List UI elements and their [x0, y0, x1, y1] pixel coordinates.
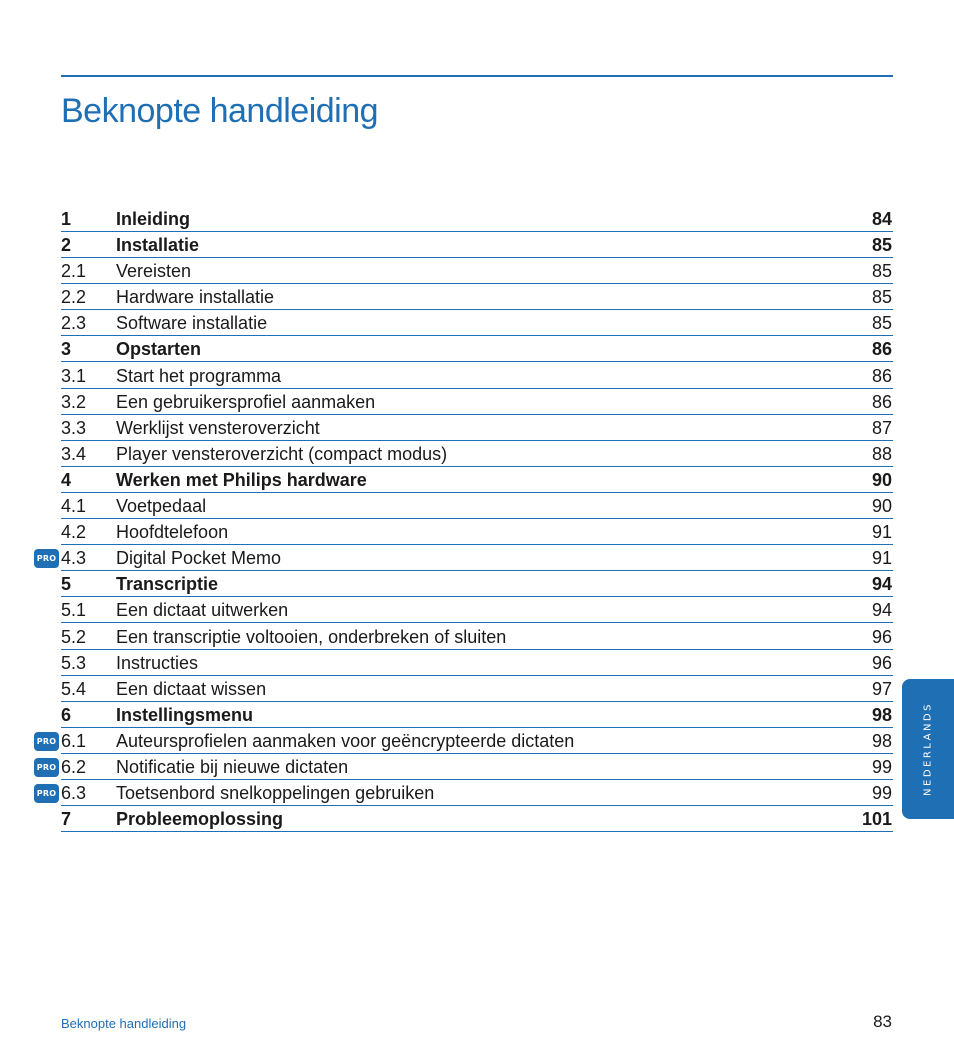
page-title: Beknopte handleiding	[61, 92, 379, 130]
toc-entry[interactable]	[61, 520, 893, 545]
toc-entry-page: 96	[871, 652, 892, 673]
toc-entry-label: Notificatie bij nieuwe dictaten	[116, 756, 349, 777]
toc-entry[interactable]	[61, 416, 893, 441]
toc-entry-page: 85	[871, 287, 892, 308]
toc-entry-number: 4.2	[61, 522, 87, 543]
toc-entry-number: 5.1	[61, 600, 87, 621]
toc-entry-page: 101	[861, 809, 892, 830]
toc-entry-number: 1	[61, 209, 72, 229]
toc-entry[interactable]	[61, 442, 893, 467]
toc-entry[interactable]	[61, 311, 893, 336]
pro-badge-icon: PRO	[34, 549, 59, 568]
pro-badge-icon: PRO	[34, 758, 59, 777]
toc-entry-number: 2.1	[61, 261, 87, 282]
toc-entry[interactable]	[61, 677, 893, 702]
toc-entry-label: Installatie	[116, 235, 200, 256]
toc-entry-label: Toetsenbord snelkoppelingen gebruiken	[116, 783, 435, 804]
toc-entry-number: 5.4	[61, 678, 87, 699]
toc-entry-label: Een dictaat uitwerken	[116, 600, 289, 621]
toc-entry-page: 88	[871, 443, 892, 464]
toc-entry-label: Hardware installatie	[116, 287, 275, 308]
toc-entry-label: Voetpedaal	[116, 496, 207, 517]
top-rule	[61, 75, 893, 77]
toc-entry[interactable]	[61, 494, 893, 519]
toc-entry[interactable]	[61, 598, 893, 623]
toc-entry-label: Player vensteroverzicht (compact modus)	[116, 443, 448, 464]
pro-badge-icon: PRO	[34, 784, 59, 803]
toc-entry-page: 94	[871, 600, 892, 621]
toc-entry-number: 5	[61, 574, 72, 595]
toc-entry-label: Vereisten	[116, 261, 192, 282]
toc-entry-number: 4	[61, 469, 72, 490]
toc-entry-label: Een dictaat wissen	[116, 678, 267, 699]
toc-entry-number: 2.3	[61, 313, 87, 334]
toc-entry-label: Opstarten	[116, 339, 202, 360]
toc-entry-number: 3.2	[61, 391, 87, 412]
toc-entry-number: 2	[61, 235, 72, 256]
toc-entry[interactable]	[61, 390, 893, 415]
pro-badge-icon: PRO	[34, 732, 59, 751]
toc-entry[interactable]	[61, 703, 893, 728]
toc-entry[interactable]	[61, 337, 893, 362]
toc-entry-page: 87	[871, 417, 892, 438]
toc-entry-page: 97	[871, 678, 892, 699]
toc-entry[interactable]	[61, 807, 893, 832]
toc-entry-page: 86	[871, 391, 892, 412]
toc-entry-label: Instellingsmenu	[116, 704, 254, 725]
toc-entry-number: 3	[61, 339, 72, 360]
toc-entry[interactable]	[61, 233, 893, 258]
toc-entry-page: 85	[871, 313, 892, 334]
toc-entry[interactable]	[61, 468, 893, 493]
toc-entry-number: 3.3	[61, 417, 87, 438]
toc-entry-number: 6	[61, 704, 72, 725]
toc-entry-label: Inleiding	[116, 209, 190, 229]
toc-entry-label: Een transcriptie voltooien, onderbreken of sluiten	[116, 626, 507, 647]
toc-entry-page: 98	[871, 730, 892, 751]
toc-entry[interactable]	[61, 364, 893, 389]
toc-entry-page: 84	[871, 209, 892, 229]
toc-entry-number: 4.3	[61, 548, 87, 569]
toc-entry-number: 5.2	[61, 626, 87, 647]
toc-entry[interactable]	[61, 259, 893, 284]
toc-entry[interactable]	[36, 546, 893, 571]
toc-entry[interactable]	[61, 207, 893, 232]
toc-entry[interactable]	[61, 572, 893, 597]
page-number: 83	[873, 1012, 892, 1031]
toc-entry-label: Instructies	[116, 652, 199, 673]
toc-entry-page: 90	[871, 469, 892, 490]
toc-entry[interactable]	[36, 781, 893, 806]
toc-entry-number: 3.1	[61, 365, 87, 386]
toc-entry-number: 5.3	[61, 652, 87, 673]
toc-entry-label: Start het programma	[116, 365, 282, 386]
toc-entry-label: Digital Pocket Memo	[116, 548, 282, 569]
toc-entry-page: 85	[871, 235, 892, 256]
table-of-contents	[36, 207, 893, 833]
toc-entry-page: 85	[871, 261, 892, 282]
toc-entry[interactable]	[36, 729, 893, 754]
toc-entry-page: 99	[871, 783, 892, 804]
toc-entry-number: 2.2	[61, 287, 87, 308]
toc-entry-label: Hoofdtelefoon	[116, 522, 229, 543]
language-tab	[902, 679, 954, 819]
toc-entry-page: 99	[871, 756, 892, 777]
toc-entry-label: Werklijst vensteroverzicht	[116, 417, 320, 438]
language-tab-label: NEDERLANDS	[922, 702, 934, 796]
toc-entry-page: 98	[871, 704, 892, 725]
toc-entry[interactable]	[61, 625, 893, 650]
toc-entry-page: 91	[871, 522, 892, 543]
toc-entry-label: Auteursprofielen aanmaken voor geëncrypteerde dictaten	[116, 730, 575, 751]
toc-entry-number: 6.2	[61, 756, 87, 777]
toc-entry-label: Een gebruikersprofiel aanmaken	[116, 391, 376, 412]
toc-entry[interactable]	[61, 285, 893, 310]
toc-entry-page: 90	[871, 496, 892, 517]
toc-entry-label: Transcriptie	[116, 574, 219, 595]
toc-entry[interactable]	[36, 755, 893, 780]
toc-entry-number: 4.1	[61, 496, 87, 517]
toc-entry-number: 6.3	[61, 783, 87, 804]
toc-entry-page: 96	[871, 626, 892, 647]
toc-entry-page: 94	[871, 574, 892, 595]
toc-entry-page: 86	[871, 365, 892, 386]
toc-entry-number: 3.4	[61, 443, 87, 464]
toc-entry-page: 91	[871, 548, 892, 569]
toc-entry-label: Werken met Philips hardware	[116, 469, 367, 490]
toc-entry-label: Software installatie	[116, 313, 268, 334]
footer-title: Beknopte handleiding	[61, 1016, 187, 1031]
toc-entry-number: 7	[61, 809, 72, 830]
toc-entry-number: 6.1	[61, 730, 87, 751]
toc-entry-page: 86	[871, 339, 892, 360]
toc-entry[interactable]	[61, 651, 893, 676]
toc-entry-label: Probleemoplossing	[116, 809, 284, 830]
